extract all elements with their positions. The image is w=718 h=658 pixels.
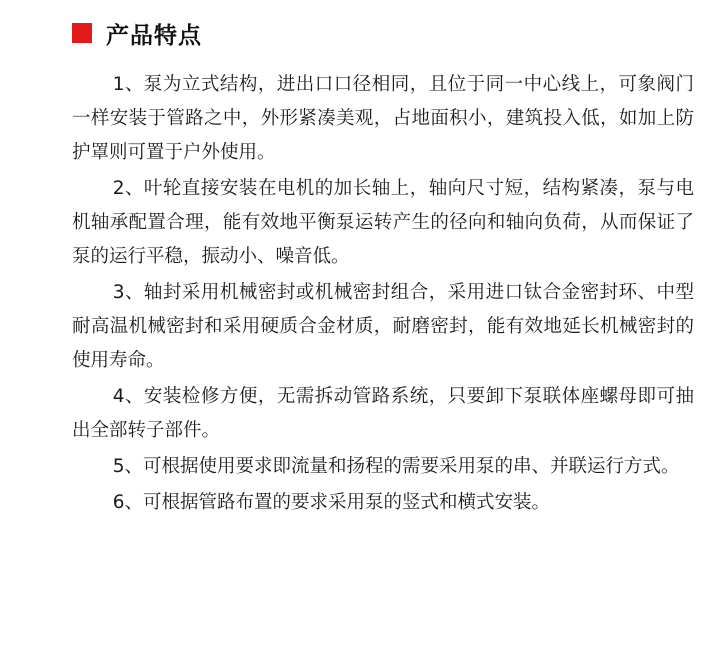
feature-paragraph-4: 4、安装检修方便，无需拆动管路系统，只要卸下泵联体座螺母即可抽出全部转子部件。 [72, 386, 694, 441]
feature-paragraph-2: 2、叶轮直接安装在电机的加长轴上，轴向尺寸短，结构紧凑，泵与电机轴承配置合理，能有效地平衡泵运转产生的径向和轴向负荷，从而保证了泵的运行平稳，振动小、噪音低。 [72, 178, 694, 267]
feature-paragraph-3: 3、轴封采用机械密封或机械密封组合，采用进口钛合金密封环、中型耐高温机械密封和采用硬质合金材质，耐磨密封，能有效地延长机械密封的使用寿命。 [72, 282, 694, 371]
red-square-icon [72, 23, 92, 43]
feature-list [72, 68, 694, 522]
feature-paragraph-1: 1、泵为立式结构，进出口口径相同，且位于同一中心线上，可象阀门一样安装于管路之中，外形紧凑美观，占地面积小，建筑投入低，如加上防护罩则可置于户外使用。 [72, 74, 694, 163]
feature-paragraph-5: 5、可根据使用要求即流量和扬程的需要采用泵的串、并联运行方式。 [112, 456, 680, 477]
section-header [72, 18, 202, 48]
section-title: 产品特点 [106, 22, 202, 49]
feature-paragraph-6: 6、可根据管路布置的要求采用泵的竖式和横式安装。 [112, 492, 550, 513]
